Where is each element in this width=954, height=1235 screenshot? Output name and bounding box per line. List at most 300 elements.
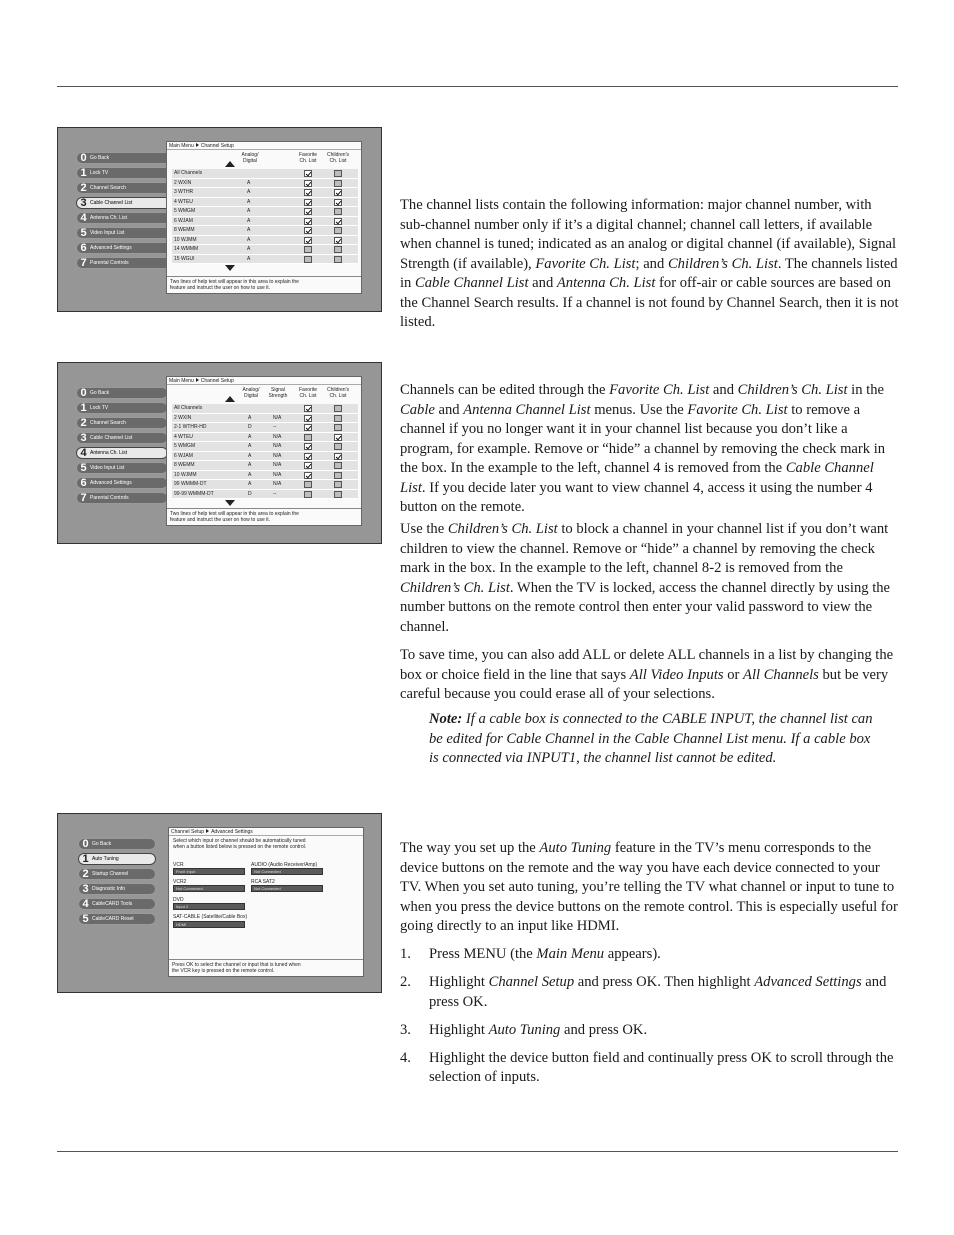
help-line: feature and instruct the user on how to use it. [170, 517, 271, 523]
menu-item-label: Antenna Ch. List [90, 450, 127, 456]
menu-item-lock-tv[interactable] [76, 167, 172, 179]
menu-item-go-back[interactable] [78, 838, 156, 850]
childrens-checkbox[interactable] [334, 208, 342, 215]
childrens-checkbox[interactable] [334, 256, 342, 263]
menu-item-number: 4 [82, 898, 89, 910]
text: Highlight the device button field and continually press OK to scroll through the selection of inputs. [429, 1049, 894, 1085]
rca-sat2-choice-field[interactable]: Not Connected [251, 885, 323, 892]
italic-term: Antenna Ch. List [556, 275, 656, 291]
col-label: Analog/ [242, 387, 260, 393]
channel-name: 6 WJAM [174, 452, 193, 459]
menu-item-label: Auto Tuning [92, 856, 119, 862]
step-number: 3. [400, 1021, 411, 1038]
text: The way you set up the [400, 840, 540, 856]
text: . The channels listed in [400, 255, 898, 291]
help-line: Press OK to select the channel or input that is tuned when [172, 962, 301, 968]
channel-row[interactable] [172, 179, 358, 189]
vcr2-choice-field[interactable]: Not Connected [173, 885, 245, 892]
italic-term: Channel Setup [488, 974, 575, 990]
breadcrumb-arrow-icon [196, 143, 199, 147]
menu-item-cablecard-tools[interactable] [78, 898, 156, 910]
channel-name: All Channels [174, 405, 203, 411]
favorite-checkbox[interactable] [304, 443, 312, 450]
favorite-checkbox[interactable] [304, 180, 312, 187]
paragraph-auto-tuning [400, 839, 900, 937]
vcr2-label: VCR2 [173, 879, 187, 885]
description-line: Select which input or channel should be automatically tuned [173, 838, 306, 844]
favorite-checkbox[interactable] [304, 170, 312, 177]
menu-item-channel-search[interactable] [76, 182, 172, 194]
channel-name: 4 WTEU [174, 433, 193, 440]
menu-item-number: 2 [80, 417, 87, 429]
italic-term: All Channels [743, 666, 819, 683]
text: Highlight [429, 974, 489, 990]
channel-signal-strength: N/A [273, 471, 282, 478]
italic-term: Cable [400, 401, 435, 418]
menu-item-number: 1 [80, 167, 87, 179]
childrens-checkbox[interactable] [334, 424, 342, 431]
breadcrumb [167, 377, 361, 385]
channel-signal-strength: -- [273, 490, 277, 497]
col-childrens [322, 152, 354, 164]
menu-item-lock-tv[interactable] [76, 402, 168, 414]
text: and [434, 401, 464, 418]
menu-item-video-input-list[interactable] [76, 227, 172, 239]
channel-row[interactable] [172, 245, 358, 255]
italic-term: Advanced Settings [754, 974, 862, 990]
col-signal-strength [263, 387, 293, 399]
menu-item-label: Cable Channel List [90, 200, 133, 206]
channel-row[interactable] [172, 414, 358, 424]
text: in the [847, 382, 885, 398]
menu-item-auto-tuning[interactable] [78, 853, 156, 865]
favorite-checkbox[interactable] [304, 424, 312, 431]
help-line: Two lines of help text will appear in this area to explain the [170, 511, 299, 517]
step-item [400, 945, 900, 965]
scroll-down-arrow-icon[interactable] [225, 500, 235, 506]
channel-name: 6 WJAM [174, 217, 193, 224]
menu-item-number: 7 [80, 492, 87, 504]
menu-item-number: 7 [80, 257, 87, 269]
text: . When the TV is locked, access the channel directly by using the number buttons on the remote control then enter your valid password to view the channel. [400, 579, 891, 635]
col-analog-digital [233, 152, 267, 164]
favorite-checkbox[interactable] [304, 189, 312, 196]
help-line: Two lines of help text will appear in this area to explain the [170, 279, 299, 285]
channel-name: 5 WMGM [174, 208, 196, 214]
text: and [709, 382, 738, 398]
text: and press OK. Then highlight [574, 974, 755, 990]
channel-row[interactable] [172, 255, 358, 265]
col-label: Signal [271, 387, 285, 393]
step-item [400, 1049, 900, 1088]
channel-name: 5 WMGM [174, 443, 196, 449]
breadcrumb-arrow-icon [206, 829, 209, 833]
scroll-down-arrow-icon[interactable] [225, 265, 235, 271]
channel-row[interactable] [172, 461, 358, 471]
text: or [723, 666, 744, 683]
col-label: Ch. List [329, 158, 347, 164]
italic-term: Favorite Ch. List [687, 401, 788, 418]
menu-item-number: 2 [80, 182, 87, 194]
italic-term: Children’s Ch. List [400, 579, 510, 596]
channel-name: 15 WGUI [174, 255, 195, 262]
menu-item-number: 5 [80, 462, 87, 474]
text: to remove a channel if you no longer want it in your channel list because you don’t like a program, for example. Remove or “hide” a channel by removing the check mark in the box. In the example to the left, channel 4 is removed from the [400, 401, 886, 476]
childrens-checkbox[interactable] [334, 472, 342, 479]
text: Use the [400, 521, 448, 537]
channel-row[interactable] [172, 188, 358, 198]
channel-analog-digital: A [247, 179, 251, 186]
col-label: Children's [326, 387, 350, 393]
breadcrumb-main[interactable]: Main Menu [169, 143, 194, 149]
channel-name: 4 WTEU [174, 198, 193, 205]
breadcrumb-current: Channel Setup [200, 378, 234, 384]
childrens-checkbox[interactable] [334, 453, 342, 460]
vcr-choice-field[interactable]: Front Input [173, 868, 245, 875]
advanced-settings-pane [168, 827, 364, 977]
menu-item-label: Antenna Ch. List [90, 215, 127, 221]
menu-item-label: CableCARD Reset [92, 916, 134, 922]
channel-analog-digital: A [248, 433, 252, 440]
breadcrumb-main[interactable]: Main Menu [169, 378, 194, 384]
menu-item-label: Parental Controls [90, 495, 129, 501]
italic-term: Auto Tuning [488, 1021, 561, 1038]
menu-item-advanced-settings[interactable] [76, 477, 168, 489]
channel-analog-digital: D [248, 490, 252, 497]
channel-analog-digital: A [247, 246, 251, 252]
menu-item-startup-channel[interactable] [78, 868, 156, 880]
channel-name: 2 WXIN [174, 179, 192, 186]
channel-analog-digital: A [247, 208, 251, 214]
menu-item-antenna-ch-list[interactable] [76, 447, 168, 459]
menu-item-cable-channel-list[interactable] [76, 197, 172, 209]
channel-analog-digital: A [247, 255, 251, 262]
childrens-checkbox[interactable] [334, 218, 342, 225]
channel-signal-strength: N/A [273, 481, 282, 487]
favorite-checkbox[interactable] [304, 491, 312, 498]
childrens-checkbox[interactable] [334, 491, 342, 498]
paragraph-channel-list-info [400, 196, 900, 333]
channel-row[interactable] [172, 207, 358, 217]
step-item [400, 973, 900, 1012]
childrens-checkbox[interactable] [334, 415, 342, 422]
vcr-label: VCR [173, 862, 184, 868]
favorite-checkbox[interactable] [304, 208, 312, 215]
favorite-checkbox[interactable] [304, 481, 312, 488]
channel-signal-strength: -- [273, 424, 277, 430]
italic-term: Favorite Ch. List [609, 382, 710, 398]
paragraph-editing-channels [400, 381, 900, 518]
menu-item-parental-controls[interactable] [76, 492, 168, 504]
rca-sat2-label: RCA SAT2 [251, 879, 275, 885]
channel-signal-strength: N/A [273, 443, 282, 449]
channel-analog-digital: A [247, 217, 251, 224]
menu-item-label: Advanced Settings [90, 480, 132, 486]
channel-name: 14 WMMM [174, 246, 199, 252]
advanced-settings-screenshot [57, 813, 382, 993]
italic-term: Cable Channel List [400, 460, 874, 496]
col-label: Analog/ [241, 152, 259, 158]
text: appears). [604, 946, 661, 962]
menu-item-number: 1 [82, 853, 89, 865]
text: for off-air or cable sources are based on the Channel Search results. If a channel is not found by Channel Search, then it is not listed. [400, 275, 899, 330]
childrens-checkbox[interactable] [334, 405, 342, 412]
col-favorite [293, 387, 323, 399]
menu-item-label: Go Back [90, 155, 110, 161]
italic-term: Cable Channel List [415, 275, 529, 291]
menu-item-label: Video Input List [90, 230, 125, 236]
channel-rows [172, 404, 358, 499]
step-number: 2. [400, 974, 411, 990]
menu-item-label: Lock TV [90, 405, 109, 411]
paragraph-childrens-list [400, 520, 900, 637]
menu-item-label: Parental Controls [90, 260, 129, 266]
description-line: when a button listed below is pressed on the remote control. [173, 844, 307, 850]
channel-row[interactable] [172, 226, 358, 236]
italic-term: Children’s Ch. List [667, 255, 778, 272]
paragraph-save-time [400, 646, 900, 705]
channel-analog-digital: A [248, 452, 252, 459]
menu-item-label: Go Back [92, 841, 112, 847]
favorite-checkbox[interactable] [304, 472, 312, 479]
step-item [400, 1021, 900, 1041]
channel-signal-strength: N/A [273, 433, 282, 440]
menu-item-label: Go Back [90, 390, 110, 396]
channel-analog-digital: A [247, 227, 251, 233]
italic-term: Favorite Ch. List [535, 255, 636, 272]
text: to block a channel in your channel list if you don’t want children to view the channel. Remove or “hide” a channel by removing the check mark in the box. In the example to the left, channel 8-2 is removed from the [400, 521, 889, 576]
channel-name: 8 WEMM [174, 462, 195, 468]
menu-item-number: 6 [80, 477, 87, 489]
breadcrumb [169, 828, 363, 836]
text: menus. Use the [590, 401, 688, 418]
channel-row[interactable] [172, 452, 358, 462]
channel-name: All Channels [174, 170, 203, 176]
side-menu [76, 152, 172, 272]
breadcrumb-arrow-icon [196, 378, 199, 382]
channel-rows [172, 169, 358, 264]
menu-item-number: 3 [80, 197, 87, 209]
menu-item-label: CableCARD Tools [92, 901, 133, 907]
help-line: feature and instruct the user on how to use it. [170, 285, 271, 291]
top-rule [57, 86, 898, 87]
channel-row[interactable] [172, 404, 358, 414]
note-text: If a cable box is connected to the CABLE INPUT, the channel list can be edited for Cable Channel in the Cable Channel List menu. If a cable box is connected via INPUT1, the channel list cannot be edited. [429, 711, 873, 766]
menu-item-label: Channel Search [90, 185, 126, 191]
description [173, 838, 353, 850]
menu-item-label: Video Input List [90, 465, 125, 471]
italic-term: All Video Inputs [629, 666, 724, 683]
channel-name: 8 WEMM [174, 227, 195, 233]
menu-item-label: Lock TV [90, 170, 109, 176]
text: The channel lists contain the following information: major channel number, with sub-channel number only if it’s a digital channel; channel call letters, if available when channel is tuned; indicated as an analog or digital channel (if available), Signal Strength (if available), [400, 197, 897, 272]
childrens-checkbox[interactable] [334, 481, 342, 488]
antenna-channel-list-screenshot [57, 362, 382, 544]
favorite-checkbox[interactable] [304, 227, 312, 234]
help-text [167, 276, 361, 293]
breadcrumb-main[interactable]: Channel Setup [171, 829, 205, 835]
menu-item-diagnostic-info[interactable] [78, 883, 156, 895]
menu-item-go-back[interactable] [76, 387, 168, 399]
menu-item-label: Advanced Settings [90, 245, 132, 251]
menu-item-go-back[interactable] [76, 152, 172, 164]
menu-item-number: 3 [80, 432, 87, 444]
menu-item-number: 3 [82, 883, 89, 895]
steps-list [400, 945, 900, 1096]
menu-item-video-input-list[interactable] [76, 462, 168, 474]
scroll-up-arrow-icon[interactable] [225, 161, 235, 167]
col-childrens [322, 387, 354, 399]
favorite-checkbox[interactable] [304, 246, 312, 253]
channel-name: 10 WJMM [174, 236, 197, 243]
help-text [167, 508, 361, 525]
breadcrumb-current: Channel Setup [200, 143, 234, 149]
channel-row[interactable] [172, 169, 358, 179]
scroll-up-arrow-icon[interactable] [225, 396, 235, 402]
channel-row[interactable] [172, 442, 358, 452]
menu-item-number: 0 [82, 838, 89, 850]
note-paragraph [429, 710, 879, 769]
favorite-checkbox[interactable] [304, 218, 312, 225]
breadcrumb-current: Advanced Settings [211, 829, 253, 835]
channel-name: 99 WMMM-DT [174, 481, 207, 487]
note-label: Note: [429, 711, 463, 727]
channel-analog-digital: D [248, 424, 252, 430]
menu-item-cable-channel-list[interactable] [76, 432, 168, 444]
menu-item-number: 1 [80, 402, 87, 414]
side-menu [76, 387, 168, 507]
sat-cable-label: SAT-CABLE (Satellite/Cable Box) [173, 914, 248, 920]
italic-term: Auto Tuning [539, 840, 612, 856]
favorite-checkbox[interactable] [304, 415, 312, 422]
channel-row[interactable] [172, 471, 358, 481]
col-label: Ch. List [299, 393, 317, 399]
step-number: 4. [400, 1049, 411, 1066]
channel-analog-digital: A [247, 198, 251, 205]
channel-list-pane [166, 376, 362, 526]
text: ; and [635, 255, 668, 272]
menu-item-number: 5 [80, 227, 87, 239]
menu-item-number: 5 [82, 913, 89, 925]
childrens-checkbox[interactable] [334, 237, 342, 244]
favorite-checkbox[interactable] [304, 256, 312, 263]
col-label: Favorite [298, 152, 318, 158]
menu-item-parental-controls[interactable] [76, 257, 172, 269]
channel-analog-digital: A [247, 236, 251, 243]
side-menu [78, 838, 156, 928]
text: and press OK. [429, 974, 887, 1010]
favorite-checkbox[interactable] [304, 237, 312, 244]
col-label: Digital [244, 393, 258, 399]
italic-term: Children’s Ch. List [447, 521, 558, 537]
favorite-checkbox[interactable] [304, 199, 312, 206]
channel-name: 3 WTHR [174, 189, 194, 195]
text: and [528, 275, 557, 291]
dvd-choice-field[interactable]: Input 2 [173, 903, 245, 910]
channel-row[interactable] [172, 217, 358, 227]
channel-analog-digital: A [248, 462, 252, 468]
menu-item-advanced-settings[interactable] [76, 242, 172, 254]
menu-item-antenna-ch-list[interactable] [76, 212, 172, 224]
col-favorite [293, 152, 323, 164]
channel-analog-digital: A [248, 443, 252, 449]
text: Channels can be edited through the [400, 382, 610, 398]
col-label: Ch. List [299, 158, 317, 164]
channel-row[interactable] [172, 236, 358, 246]
menu-item-number: 4 [80, 212, 87, 224]
channel-row[interactable] [172, 490, 358, 500]
italic-term: Antenna Channel List [463, 401, 591, 418]
italic-term: Main Menu [536, 946, 605, 962]
favorite-checkbox[interactable] [304, 453, 312, 460]
childrens-checkbox[interactable] [334, 199, 342, 206]
childrens-checkbox[interactable] [334, 434, 342, 441]
channel-row[interactable] [172, 480, 358, 490]
channel-name: 2 WXIN [174, 414, 192, 421]
channel-name: 99-99 WMMM-DT [174, 490, 214, 497]
breadcrumb [167, 142, 361, 150]
dvd-label: DVD [173, 897, 184, 903]
menu-item-label: Startup Channel [92, 871, 129, 877]
col-label: Digital [243, 158, 257, 164]
channel-analog-digital: A [248, 414, 252, 421]
favorite-checkbox[interactable] [304, 405, 312, 412]
childrens-checkbox[interactable] [334, 246, 342, 253]
channel-row[interactable] [172, 198, 358, 208]
childrens-checkbox[interactable] [334, 227, 342, 234]
text: and press OK. [560, 1021, 648, 1038]
menu-item-number: 2 [82, 868, 89, 880]
menu-item-number: 0 [80, 152, 87, 164]
channel-signal-strength: N/A [273, 414, 282, 421]
favorite-checkbox[interactable] [304, 462, 312, 469]
childrens-checkbox[interactable] [334, 443, 342, 450]
menu-item-label: Diagnostic Info [92, 886, 126, 892]
childrens-checkbox[interactable] [334, 180, 342, 187]
menu-item-cablecard-reset[interactable] [78, 913, 156, 925]
text: Highlight [429, 1021, 489, 1038]
cable-channel-list-screenshot [57, 127, 382, 312]
help-text [169, 959, 363, 976]
channel-row[interactable] [172, 433, 358, 443]
channel-signal-strength: N/A [273, 462, 282, 468]
favorite-checkbox[interactable] [304, 434, 312, 441]
menu-item-label: Channel Search [90, 420, 126, 426]
sat-cable-choice-field[interactable]: HDMI [173, 921, 245, 928]
menu-item-number: 4 [80, 447, 87, 459]
childrens-checkbox[interactable] [334, 170, 342, 177]
audio-label: AUDIO (Audio Receiver/Amp) [251, 862, 318, 868]
col-label: Strength [268, 393, 288, 399]
text: feature in the TV’s menu corresponds to the device buttons on the remote and the way you have each device connected to your TV. When you set auto tuning, you’re telling the TV what channel or input to tune to when you press the device buttons on the remote control. This is especially useful for going directly to an input like HDMI. [400, 840, 898, 934]
col-label: Children's [326, 152, 350, 158]
col-label: Favorite [298, 387, 318, 393]
channel-analog-digital: A [248, 471, 252, 478]
childrens-checkbox[interactable] [334, 189, 342, 196]
text: . If you decide later you want to view channel 4, access it using the number 4 button on the remote. [400, 479, 873, 515]
menu-item-number: 6 [80, 242, 87, 254]
col-label: Ch. List [329, 393, 347, 399]
childrens-checkbox[interactable] [334, 462, 342, 469]
audio-choice-field[interactable]: Not Connected [251, 868, 323, 875]
channel-list-pane [166, 141, 362, 294]
text: Press MENU (the [429, 946, 537, 962]
menu-item-channel-search[interactable] [76, 417, 168, 429]
channel-row[interactable] [172, 423, 358, 433]
channel-analog-digital: A [247, 189, 251, 195]
text: To save time, you can also add ALL or delete ALL channels in a list by changing the box or choice field in the line that says [400, 647, 894, 683]
text: but be very careful because you could erase all of your selections. [400, 666, 889, 702]
